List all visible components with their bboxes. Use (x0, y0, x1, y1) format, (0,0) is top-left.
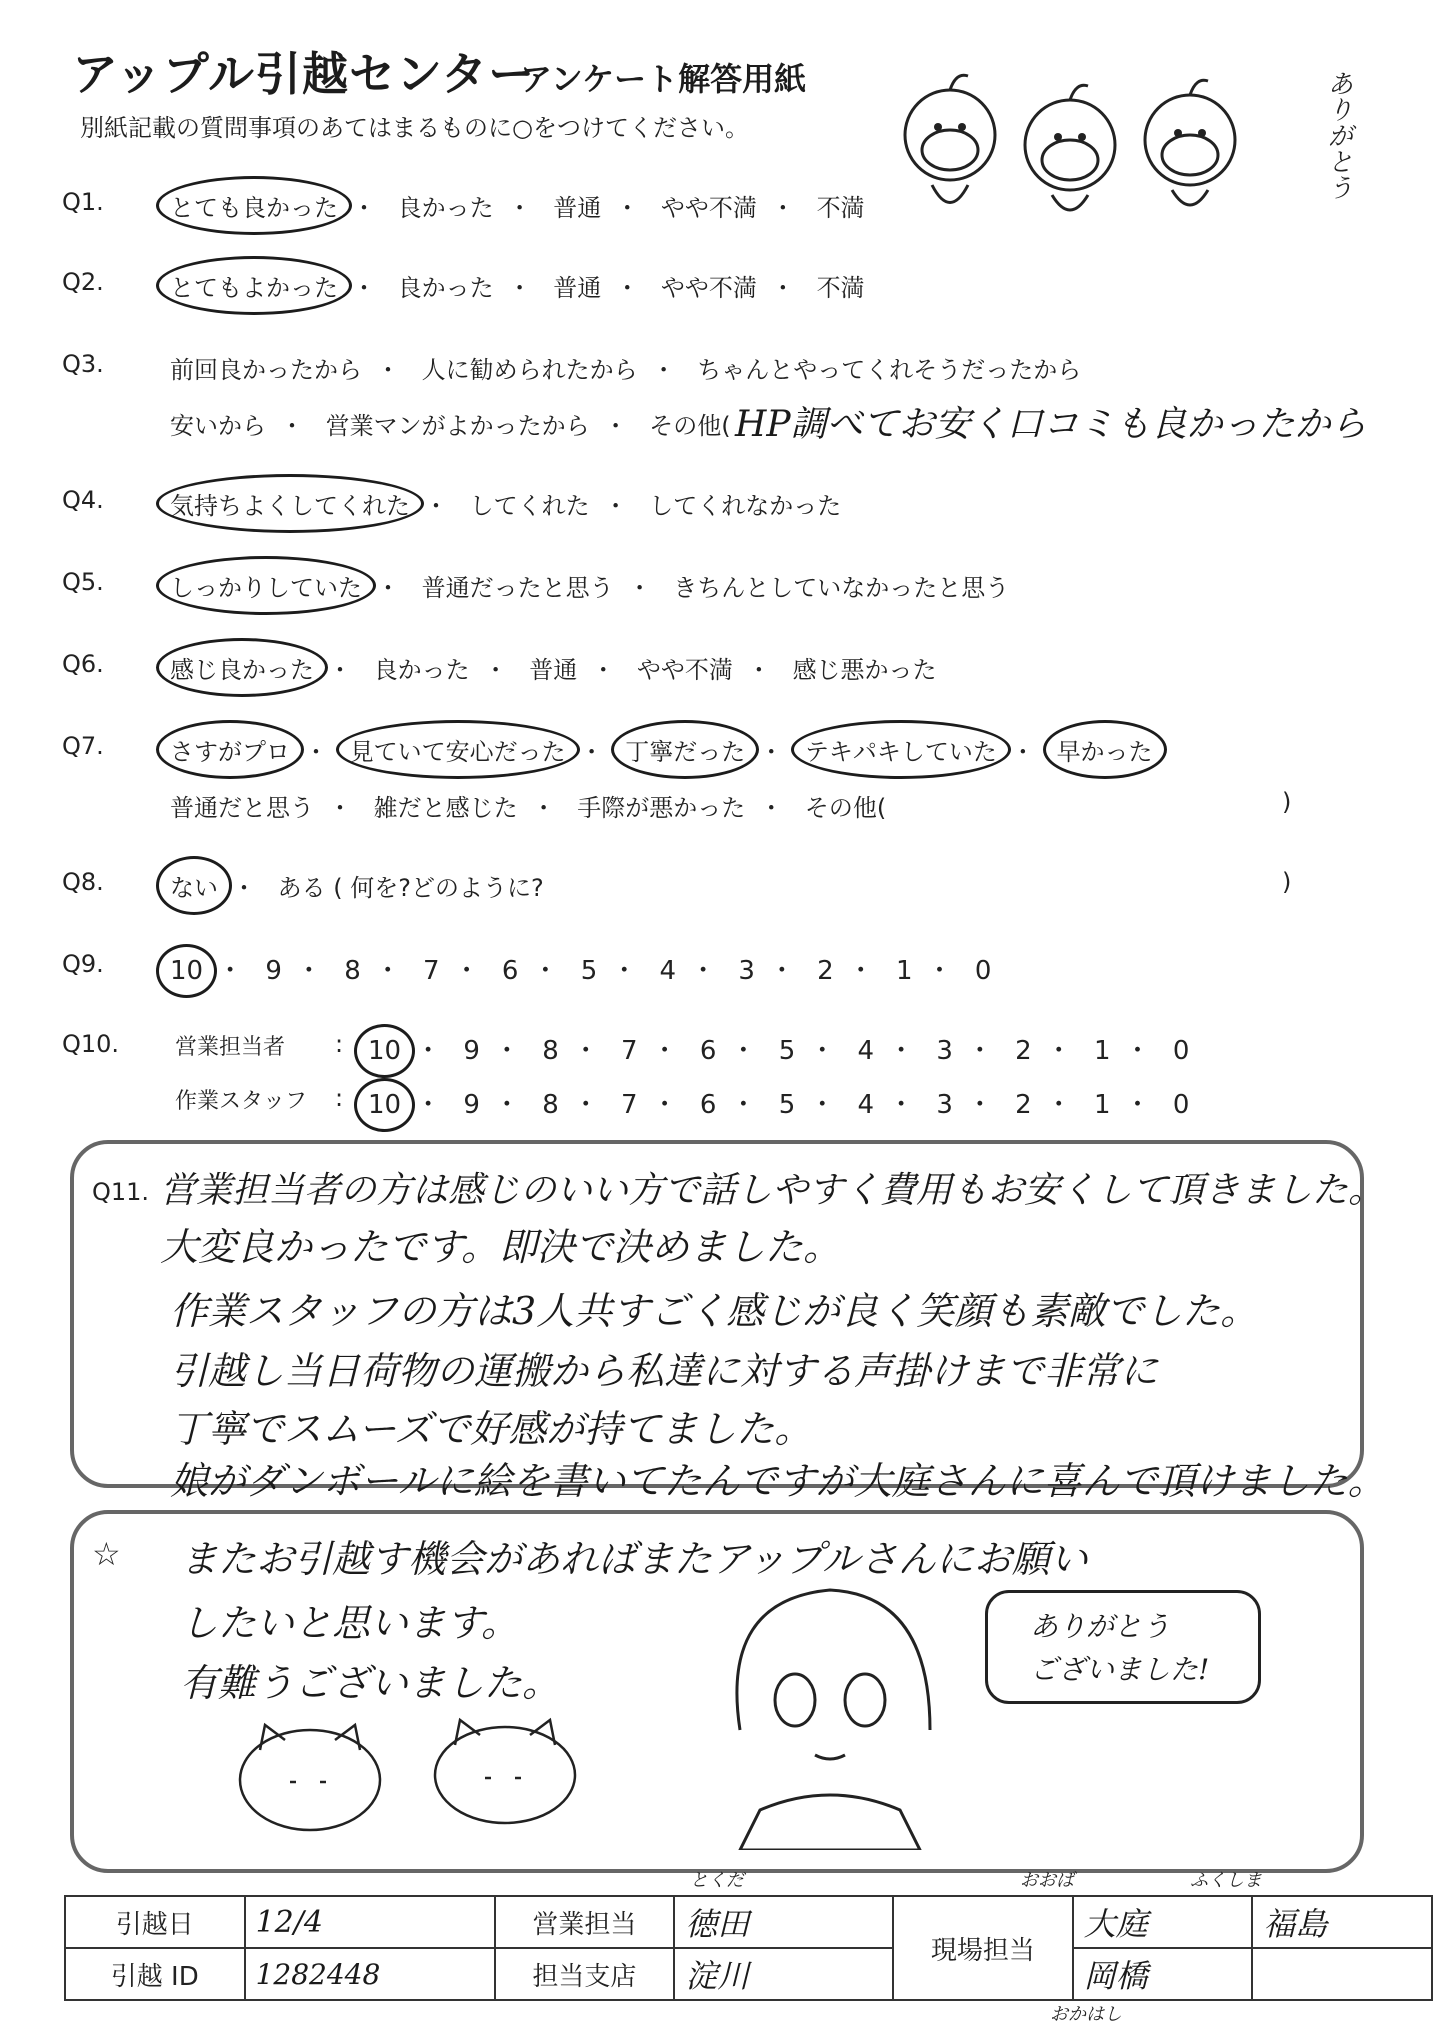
q5-label: Q5. (62, 568, 104, 596)
q7-label: Q7. (62, 732, 104, 760)
q2-options: とてもよかった ・ 良かった ・ 普通 ・ やや不満 ・ 不満 (170, 268, 865, 303)
cat-doodles (230, 1700, 610, 1840)
q2-option-3[interactable]: 普通 (553, 274, 602, 302)
q7-option-7[interactable]: 雑だと感じた (373, 794, 518, 822)
q3-option-4[interactable]: 安いから (170, 412, 266, 440)
q1-option-5[interactable]: 不満 (816, 194, 865, 222)
q8-option-1[interactable]: ない (170, 868, 218, 903)
q10-staff-score-10[interactable]: 10 (368, 1090, 401, 1120)
q4-options: 気持ちよくしてくれた ・ してくれた ・ してくれなかった (170, 486, 841, 521)
sales-name-ruby: とくだ (690, 1870, 744, 1891)
q7-option-3[interactable]: 丁寧だった (625, 732, 745, 767)
selected-circle-mark (336, 720, 580, 779)
q6-option-4[interactable]: やや不満 (636, 656, 733, 684)
form-title: アンケート解答用紙 (520, 60, 807, 98)
q3-other-handwritten: HP調べてお安く口コミも良かったから (735, 404, 1367, 445)
q11-line-2: 大変良かったです。即決で決めました。 (160, 1225, 841, 1269)
q7-option-6[interactable]: 普通だと思う (170, 794, 314, 822)
q3-options-line1: 前回良かったから ・ 人に勧められたから ・ ちゃんとやってくれそうだったから (170, 350, 1081, 385)
q10-sales-score-5[interactable]: 5 (778, 1036, 796, 1066)
q9-score-1[interactable]: 1 (896, 956, 913, 986)
q7-option-8[interactable]: 手際が悪かった (577, 794, 746, 822)
selected-circle-mark (354, 1078, 415, 1132)
q10-sales-score-8[interactable]: 8 (542, 1036, 559, 1066)
q6-option-2[interactable]: 良かった (373, 656, 470, 684)
q10-staff-score-7[interactable]: 7 (621, 1090, 638, 1120)
q9-label: Q9. (62, 950, 104, 978)
q9-score-5[interactable]: 5 (580, 956, 598, 986)
q10-staff-score-4[interactable]: 4 (857, 1090, 875, 1120)
q7-option-2[interactable]: 見ていて安心だった (350, 732, 566, 767)
q9-score-3[interactable]: 3 (738, 956, 755, 986)
q1-options: とても良かった ・ 良かった ・ 普通 ・ やや不満 ・ 不満 (170, 188, 865, 223)
q2-label: Q2. (62, 268, 104, 296)
q10-staff-score-9[interactable]: 9 (463, 1090, 480, 1120)
site1-ruby: おおば (1020, 1870, 1074, 1891)
q10-staff-score-6[interactable]: 6 (699, 1090, 717, 1120)
q3-option-2[interactable]: 人に勧められたから (421, 356, 638, 384)
q4-option-3[interactable]: してくれなかった (649, 492, 842, 520)
q11-line-6: 娘がダンボールに絵を書いてたんですが大庭さんに喜んで頂けました。 (170, 1459, 1386, 1503)
q9-scale: 10 ・ 9 ・ 8 ・ 7 ・ 6 ・ 5 ・ 4 ・ 3 ・ 2 ・ 1 ・ 0 (170, 950, 991, 987)
q9-score-2[interactable]: 2 (817, 956, 834, 986)
q5-option-1[interactable]: しっかりしていた (170, 568, 362, 603)
q8-options: ない ・ ある ( 何を?どのように? (170, 868, 544, 903)
q2-option-5[interactable]: 不満 (816, 274, 865, 302)
q10-sales-score-6[interactable]: 6 (699, 1036, 717, 1066)
q1-option-1[interactable]: とても良かった (170, 188, 338, 223)
selected-circle-mark (1043, 720, 1167, 779)
q7-option-4[interactable]: テキパキしていた (805, 732, 997, 767)
selected-circle-mark (156, 856, 232, 915)
sales-rep-label: 営業担当 (495, 1896, 675, 1948)
q6-option-3[interactable]: 普通 (529, 656, 578, 684)
q3-option-1[interactable]: 前回良かったから (170, 356, 362, 384)
q10-sales-colon: : (335, 1030, 344, 1058)
girl-doodle (700, 1580, 980, 1850)
q4-option-2[interactable]: してくれた (469, 492, 590, 520)
q10-staff-score-5[interactable]: 5 (778, 1090, 796, 1120)
q10-sales-score-3[interactable]: 3 (936, 1036, 953, 1066)
monkey-mascots-illustration (880, 55, 1270, 225)
selected-circle-mark (156, 944, 217, 998)
q9-score-0[interactable]: 0 (974, 956, 992, 986)
q9-score-9[interactable]: 9 (265, 956, 282, 986)
q1-option-4[interactable]: やや不満 (660, 194, 757, 222)
q5-option-2[interactable]: 普通だったと思う (421, 574, 614, 602)
q10-sales-score-1[interactable]: 1 (1094, 1036, 1111, 1066)
selected-circle-mark (156, 474, 424, 533)
move-id-label: 引越 ID (65, 1948, 245, 2000)
q9-score-4[interactable]: 4 (659, 956, 677, 986)
site3-ruby: おかはし (1050, 2004, 1122, 2025)
q10-staff-score-0[interactable]: 0 (1172, 1090, 1190, 1120)
sales-rep-value[interactable]: 徳田 (674, 1896, 893, 1948)
branch-value[interactable]: 淀川 (674, 1948, 893, 2000)
brand-title: アップル引越センター (72, 47, 536, 101)
star-mark: ☆ (92, 1535, 121, 1573)
site-staff-empty[interactable] (1252, 1948, 1432, 2000)
q10-sales-score-7[interactable]: 7 (621, 1036, 638, 1066)
selected-circle-mark (156, 256, 352, 315)
q10-staff-scale: 10 ・ 9 ・ 8 ・ 7 ・ 6 ・ 5 ・ 4 ・ 3 ・ 2 ・ 1 ・ 0 (368, 1084, 1189, 1121)
q10-sales-score-10[interactable]: 10 (368, 1036, 401, 1066)
q7-options-line2: 普通だと思う ・ 雑だと感じた ・ 手際が悪かった ・ その他( (170, 788, 886, 823)
q11-line-1: 営業担当者の方は感じのいい方で話しやすく費用もお安くして頂きました。 (160, 1170, 1385, 1211)
q6-label: Q6. (62, 650, 104, 678)
q9-score-10[interactable]: 10 (170, 956, 203, 986)
q3-option-other[interactable]: その他( (649, 412, 731, 440)
star-line-2: したいと思います。 (180, 1601, 519, 1645)
q9-score-6[interactable]: 6 (501, 956, 519, 986)
footer-info-table (64, 1895, 1433, 2001)
instructions: 別紙記載の質問事項のあてはまるものに○をつけてください。 (80, 114, 749, 142)
q10-label: Q10. (62, 1030, 120, 1058)
q6-options: 感じ良かった ・ 良かった ・ 普通 ・ やや不満 ・ 感じ悪かった (170, 650, 937, 685)
q6-option-5[interactable]: 感じ悪かった (792, 656, 937, 684)
q7-option-other[interactable]: その他( (804, 794, 887, 822)
q10-sales-scale: 10 ・ 9 ・ 8 ・ 7 ・ 6 ・ 5 ・ 4 ・ 3 ・ 2 ・ 1 ・ 0 (368, 1030, 1189, 1067)
q9-score-8[interactable]: 8 (344, 956, 361, 986)
q10-staff-score-3[interactable]: 3 (936, 1090, 953, 1120)
q8-option-2[interactable]: ある ( 何を?どのように? (277, 874, 544, 902)
q10-sales-score-4[interactable]: 4 (857, 1036, 875, 1066)
branch-label: 担当支店 (495, 1948, 675, 2000)
q8-label: Q8. (62, 868, 104, 896)
q3-options-line2: 安いから ・ 営業マンがよかったから ・ その他( (170, 406, 731, 441)
q7-options-line1: さすがプロ ・ 見ていて安心だった ・ 丁寧だった ・ テキパキしていた ・ 早かった (170, 732, 1153, 767)
q11-line-4: 引越し当日荷物の運搬から私達に対する声掛けまで非常に (170, 1349, 1159, 1393)
thanks-vertical-text: ありがとう (1323, 70, 1353, 200)
q11-label: Q11. (92, 1178, 150, 1206)
speech-line-1: ありがとう (1030, 1610, 1171, 1643)
q10-sales-score-2[interactable]: 2 (1015, 1036, 1032, 1066)
q10-staff-label: 作業スタッフ (175, 1089, 308, 1114)
move-id-value[interactable]: 1282448 (245, 1948, 495, 2000)
selected-circle-mark (156, 720, 304, 779)
selected-circle-mark (791, 720, 1011, 779)
site-staff-label: 現場担当 (893, 1896, 1073, 2000)
q7-option-1[interactable]: さすがプロ (170, 732, 290, 767)
q10-sales-label: 営業担当者 (175, 1035, 286, 1060)
q10-staff-score-2[interactable]: 2 (1015, 1090, 1032, 1120)
q2-option-2[interactable]: 良かった (397, 274, 494, 302)
q1-label: Q1. (62, 188, 104, 216)
selected-circle-mark (156, 638, 328, 697)
q2-option-1[interactable]: とてもよかった (170, 268, 338, 303)
q1-option-2[interactable]: 良かった (397, 194, 494, 222)
q6-option-1[interactable]: 感じ良かった (170, 650, 314, 685)
selected-circle-mark (354, 1024, 415, 1078)
site-staff-3[interactable]: 岡橋 (1073, 1948, 1253, 2000)
q10-staff-score-8[interactable]: 8 (542, 1090, 559, 1120)
speech-line-2: ございました! (1030, 1653, 1210, 1686)
q4-label: Q4. (62, 486, 104, 514)
q5-options: しっかりしていた ・ 普通だったと思う ・ きちんとしていなかったと思う (170, 568, 1009, 603)
q11-line-5: 丁寧でスムーズで好感が持てました。 (170, 1407, 813, 1451)
site-staff-1[interactable]: 大庭 (1073, 1896, 1253, 1948)
q7-close-paren: ) (1282, 788, 1292, 816)
star-line-3: 有難うございました。 (180, 1661, 561, 1705)
q1-option-3[interactable]: 普通 (553, 194, 602, 222)
q2-option-4[interactable]: やや不満 (660, 274, 757, 302)
q3-option-3[interactable]: ちゃんとやってくれそうだったから (697, 356, 1082, 384)
q10-sales-score-0[interactable]: 0 (1172, 1036, 1190, 1066)
q10-staff-score-1[interactable]: 1 (1094, 1090, 1111, 1120)
q3-option-5[interactable]: 営業マンがよかったから (325, 412, 590, 440)
q10-staff-colon: : (335, 1084, 344, 1112)
site2-ruby: ふくしま (1190, 1870, 1262, 1891)
q11-line-3: 作業スタッフの方は3人共すごく感じが良く笑顔も素敵でした。 (170, 1289, 1259, 1333)
q3-label: Q3. (62, 350, 104, 378)
selected-circle-mark (156, 556, 376, 615)
selected-circle-mark (611, 720, 759, 779)
q10-sales-score-9[interactable]: 9 (463, 1036, 480, 1066)
q4-option-1[interactable]: 気持ちよくしてくれた (170, 486, 410, 521)
q8-close-paren: ) (1282, 868, 1292, 896)
selected-circle-mark (156, 176, 352, 235)
q9-score-7[interactable]: 7 (423, 956, 440, 986)
move-date-value[interactable]: 12/4 (245, 1896, 495, 1948)
site-staff-2[interactable]: 福島 (1252, 1896, 1432, 1948)
star-line-1: またお引越す機会があればまたアップルさんにお願い (180, 1537, 1088, 1581)
move-date-label: 引越日 (65, 1896, 245, 1948)
q7-option-5[interactable]: 早かった (1057, 732, 1153, 767)
q5-option-3[interactable]: きちんとしていなかったと思う (673, 574, 1010, 602)
